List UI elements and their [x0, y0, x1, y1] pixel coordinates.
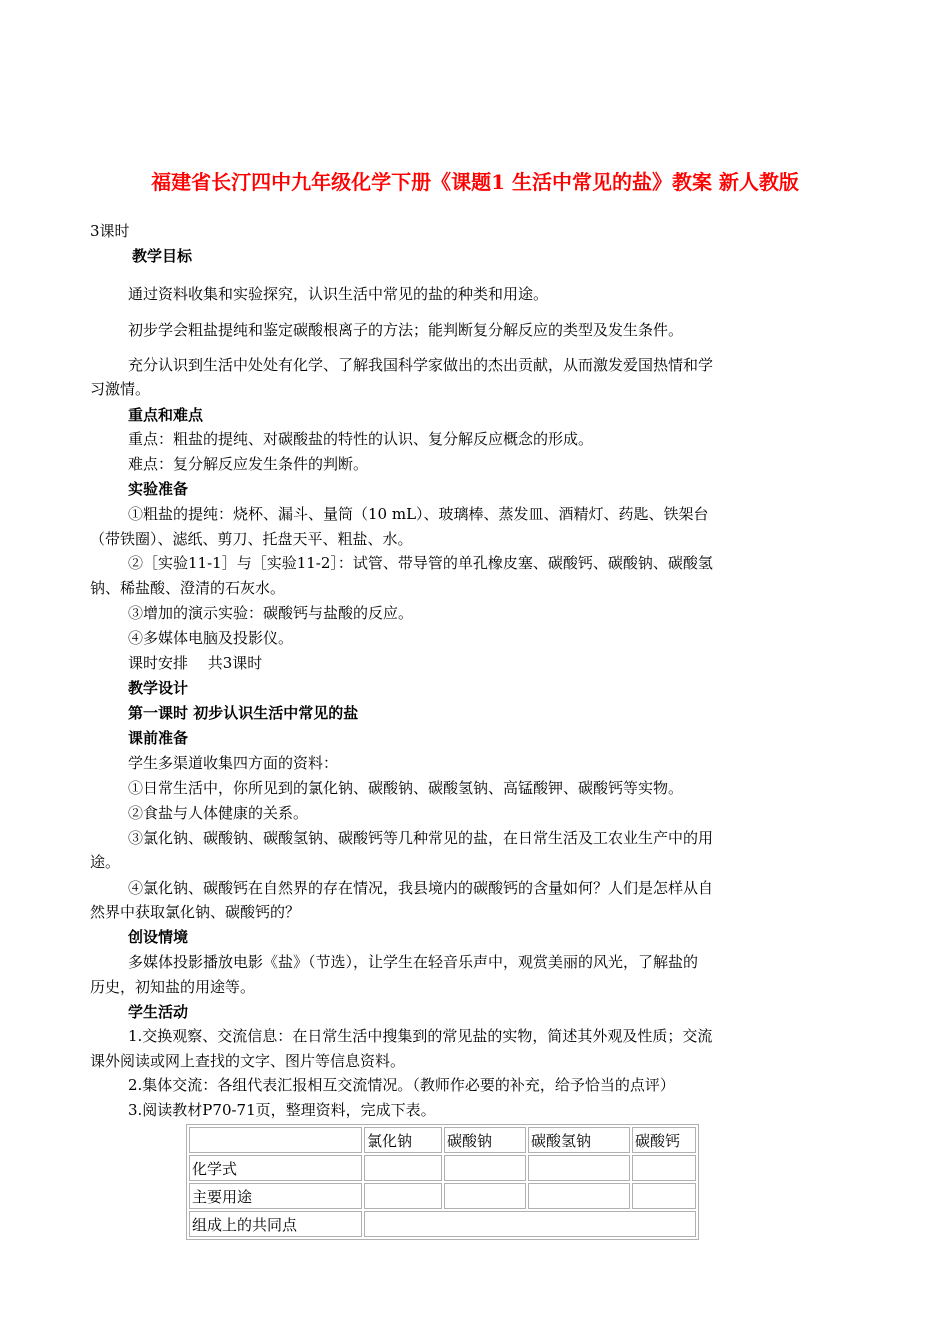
table-cell [444, 1183, 526, 1209]
table-cell [364, 1211, 696, 1237]
activities-line: 3.阅读教材P70-71页，整理资料，完成下表。 [128, 1101, 436, 1119]
preparation-line: 钠、稀盐酸、澄清的石灰水。 [90, 579, 286, 597]
objectives-heading: 教学目标 [132, 247, 193, 265]
table-header-cell: 碳酸钙 [632, 1127, 696, 1153]
key-point: 重点：粗盐的提纯、对碳酸盐的特性的认识、复分解反应概念的形成。 [128, 430, 594, 448]
preparation-heading: 实验准备 [128, 480, 189, 498]
preclass-line: 途。 [90, 853, 121, 871]
preclass-line: ④氯化钠、碳酸钙在自然界的存在情况，我县境内的碳酸钙的含量如何？人们是怎样从自 [128, 879, 714, 897]
scenario-heading: 创设情境 [128, 928, 189, 946]
preparation-line: （带铁圈）、滤纸、剪刀、托盘天平、粗盐、水。 [90, 530, 413, 548]
design-heading: 教学设计 [128, 679, 189, 697]
lesson1-heading: 第一课时 初步认识生活中常见的盐 [128, 704, 359, 722]
table-cell [528, 1155, 630, 1181]
preparation-line: ①粗盐的提纯：烧杯、漏斗、量筒（10 mL）、玻璃棒、蒸发皿、酒精灯、药匙、铁架台 [128, 505, 709, 523]
keypoints-heading: 重点和难点 [128, 406, 204, 424]
objective-item: 初步学会粗盐提纯和鉴定碳酸根离子的方法；能判断复分解反应的类型及发生条件。 [128, 321, 684, 339]
schedule-line: 课时安排 共3课时 [128, 654, 263, 672]
preparation-line: ③增加的演示实验：碳酸钙与盐酸的反应。 [128, 604, 414, 622]
objective-item: 习激情。 [90, 380, 151, 398]
preclass-line: 学生多渠道收集四方面的资料： [128, 754, 339, 772]
activities-line: 课外阅读或网上查找的文字、图片等信息资料。 [90, 1052, 406, 1070]
table-header-cell [189, 1127, 362, 1153]
activities-heading: 学生活动 [128, 1003, 189, 1021]
difficulty-point: 难点：复分解反应发生条件的判断。 [128, 455, 369, 473]
lesson-hours: 3课时 [90, 222, 130, 240]
page-title: 福建省长汀四中九年级化学下册《课题1 生活中常见的盐》教案 新人教版 [151, 170, 799, 194]
table-cell [364, 1155, 442, 1181]
preparation-line: ②［实验11-1］与［实验11-2］：试管、带导管的单孔橡皮塞、碳酸钙、碳酸钠、碳酸氢 [128, 554, 713, 572]
preclass-heading: 课前准备 [128, 729, 189, 747]
table-row [189, 1183, 696, 1209]
scenario-line: 多媒体投影播放电影《盐》（节选），让学生在轻音乐声中，观赏美丽的风光，了解盐的 [128, 953, 699, 971]
preclass-line: ③氯化钠、碳酸钠、碳酸氢钠、碳酸钙等几种常见的盐，在日常生活及工农业生产中的用 [128, 829, 714, 847]
table-cell [364, 1183, 442, 1209]
table-row [189, 1211, 696, 1237]
table-row-label: 主要用途 [189, 1183, 362, 1209]
preclass-line: 然界中获取氯化钠、碳酸钙的？ [90, 903, 301, 921]
objective-item: 通过资料收集和实验探究，认识生活中常见的盐的种类和用途。 [128, 285, 549, 303]
table-header-row [189, 1127, 696, 1153]
table-cell [632, 1155, 696, 1181]
activities-line: 2.集体交流：各组代表汇报相互交流情况。（教师作必要的补充，给予恰当的点评） [128, 1076, 675, 1094]
table-row-label: 组成上的共同点 [189, 1211, 362, 1237]
scenario-line: 历史，初知盐的用途等。 [90, 978, 256, 996]
table-row-label: 化学式 [189, 1155, 362, 1181]
table-header-cell: 氯化钠 [364, 1127, 442, 1153]
activities-line: 1.交换观察、交流信息：在日常生活中搜集到的常见盐的实物，简述其外观及性质；交流 [128, 1027, 713, 1045]
table-cell [444, 1155, 526, 1181]
preclass-line: ①日常生活中，你所见到的氯化钠、碳酸钠、碳酸氢钠、高锰酸钾、碳酸钙等实物。 [128, 779, 684, 797]
preclass-line: ②食盐与人体健康的关系。 [128, 804, 309, 822]
table-cell [632, 1183, 696, 1209]
preparation-line: ④多媒体电脑及投影仪。 [128, 629, 294, 647]
objective-item: 充分认识到生活中处处有化学、了解我国科学家做出的杰出贡献，从而激发爱国热情和学 [128, 356, 714, 374]
salt-summary-table [186, 1124, 699, 1240]
table-header-cell: 碳酸氢钠 [528, 1127, 630, 1153]
table-row [189, 1155, 696, 1181]
table-cell [528, 1183, 630, 1209]
table-header-cell: 碳酸钠 [444, 1127, 526, 1153]
